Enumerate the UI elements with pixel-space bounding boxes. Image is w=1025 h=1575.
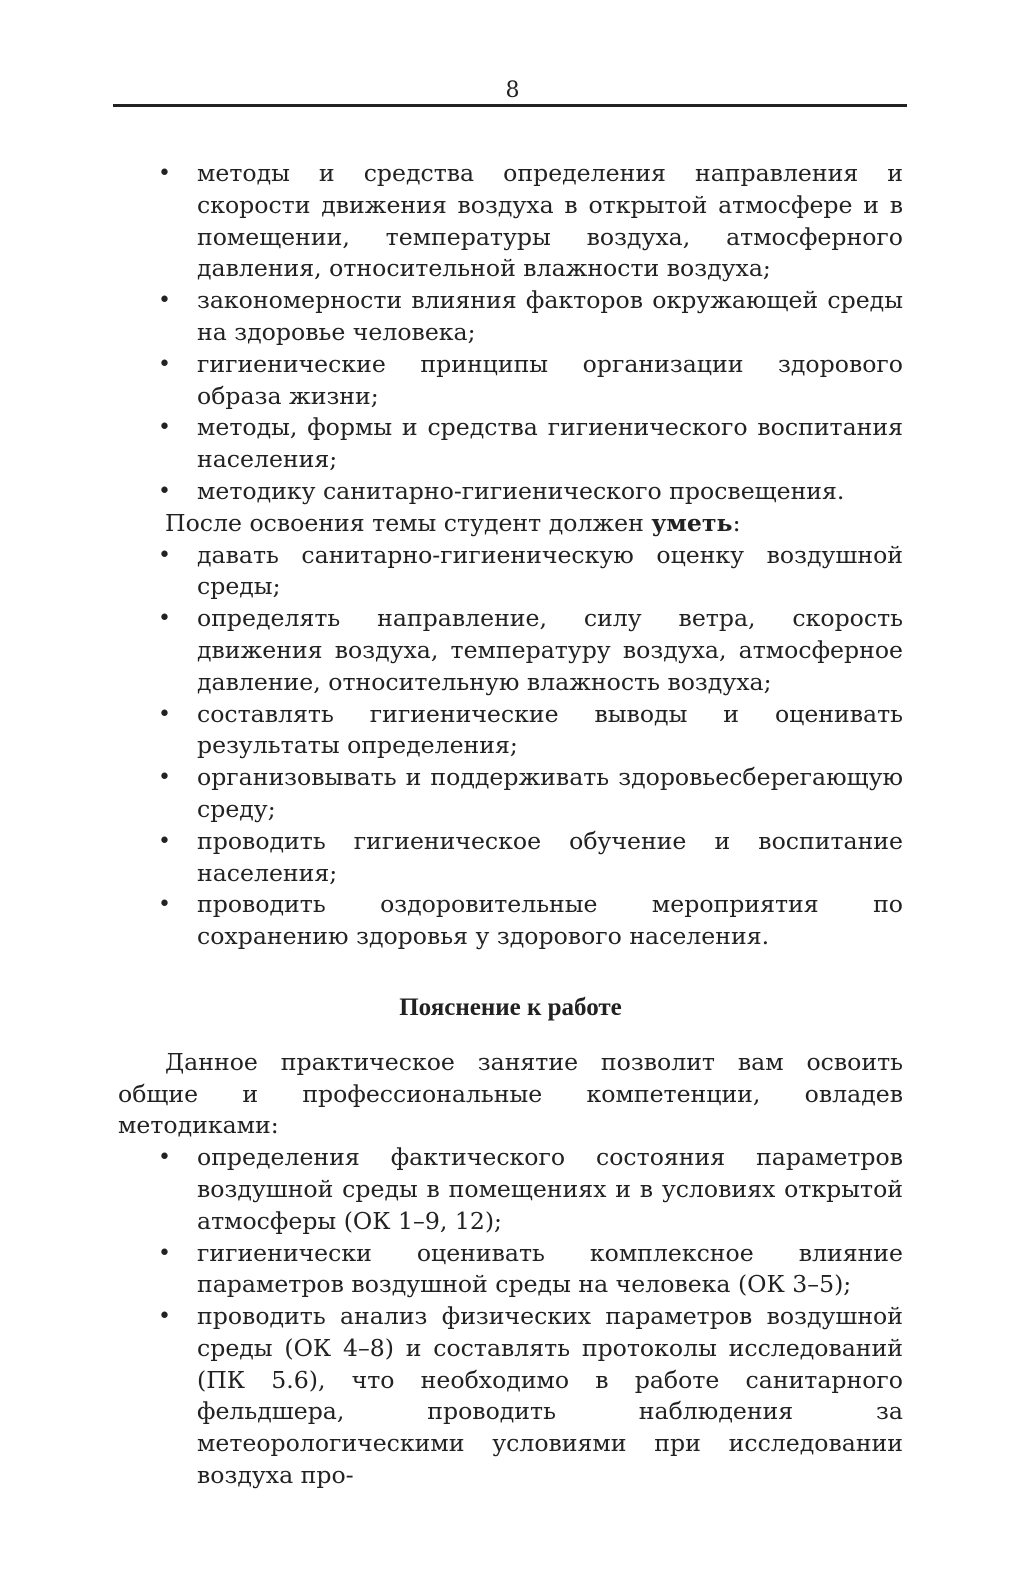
- list-item: • проводить анализ физических параметров воздушной среды (ОК 4–8) и составлять протоколы исследований (ПК 5.6), что необходимо в работе санитарного фельдшера, проводить наблюдения за метеорологическими условиями при исследовании воздуха про-: [118, 1301, 903, 1492]
- list-item: • проводить гигиеническое обучение и воспитание населения;: [118, 826, 903, 890]
- skills-intro-bold: уметь: [651, 508, 733, 537]
- methods-list: [118, 1142, 903, 1492]
- page-number: 8: [505, 78, 520, 103]
- skills-list: [118, 540, 903, 953]
- header-rule: [113, 104, 907, 107]
- skills-intro-text: После освоения темы студент должен: [165, 508, 652, 537]
- list-item: • определять направление, силу ветра, скорость движения воздуха, температуру воздуха, атмосферное давление, относительную влажность воздуха;: [118, 603, 903, 698]
- list-item: • давать санитарно-гигиеническую оценку воздушной среды;: [118, 540, 903, 604]
- skills-intro-end: :: [732, 508, 741, 537]
- list-item: • организовывать и поддерживать здоровьесберегающую среду;: [118, 762, 903, 826]
- list-item: • методы, формы и средства гигиенического воспитания населения;: [118, 412, 903, 476]
- list-item: • определения фактического состояния параметров воздушной среды в помещениях и в условиях открытой атмосферы (ОК 1–9, 12);: [118, 1142, 903, 1237]
- list-item: • методику санитарно-гигиенического просвещения.: [118, 476, 903, 508]
- skills-intro: [118, 508, 903, 540]
- list-item: • проводить оздоровительные мероприятия по сохранению здоровья у здорового населения.: [118, 889, 903, 953]
- section-heading: Пояснение к работе: [399, 993, 622, 1021]
- know-list: [118, 158, 903, 508]
- list-item: • составлять гигиенические выводы и оценивать результаты определения;: [118, 699, 903, 763]
- list-item: • гигиенические принципы организации здорового образа жизни;: [118, 349, 903, 413]
- list-item: • методы и средства определения направления и скорости движения воздуха в открытой атмосфере и в помещении, температуры воздуха, атмосферного давления, относительной влажности воздуха;: [118, 158, 903, 285]
- page-content: [118, 158, 903, 1492]
- list-item: • закономерности влияния факторов окружающей среды на здоровье человека;: [118, 285, 903, 349]
- list-item: • гигиенически оценивать комплексное влияние параметров воздушной среды на человека (ОК 3–5);: [118, 1238, 903, 1302]
- explanation-paragraph: Данное практическое занятие позволит вам освоить общие и профессиональные компетенции, овладев методиками:: [118, 1047, 903, 1140]
